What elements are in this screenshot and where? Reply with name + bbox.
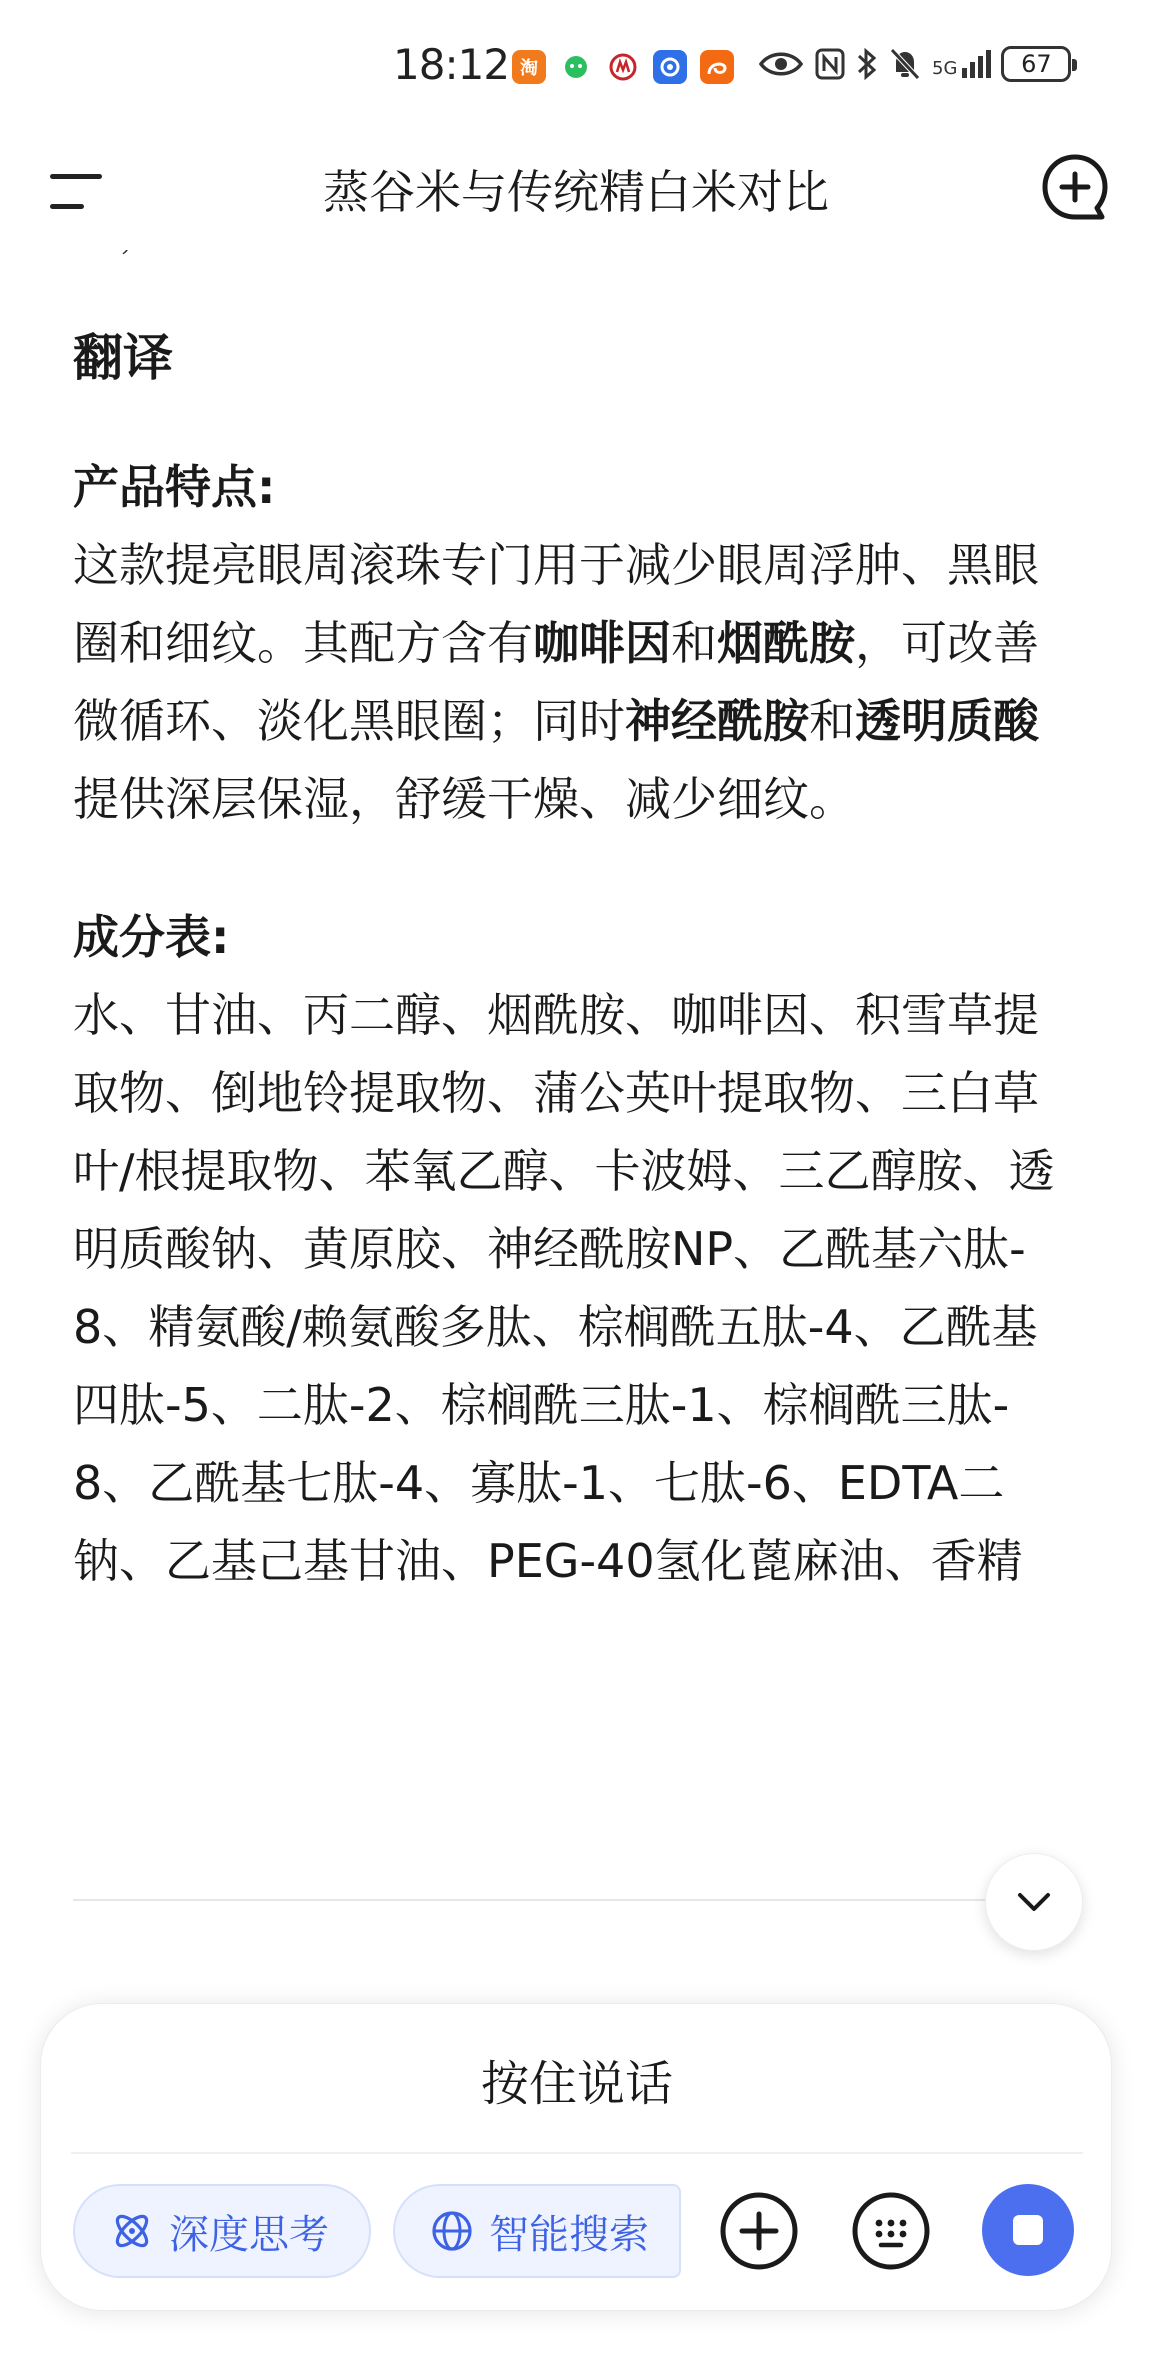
input-panel xyxy=(40,2003,1112,2311)
top-bar xyxy=(0,130,1152,250)
bluetooth-icon xyxy=(856,46,878,82)
eye-icon xyxy=(758,49,804,79)
ingredients-paragraph xyxy=(73,898,1083,1600)
bank-app-icon xyxy=(606,50,640,84)
nfc-icon xyxy=(814,47,846,81)
stop-icon xyxy=(1013,2215,1043,2245)
mute-bell-icon xyxy=(888,46,922,82)
features-bold-caffeine: 咖啡因 xyxy=(533,616,671,670)
chevron-down-icon xyxy=(1014,1890,1054,1914)
content-divider xyxy=(73,1899,988,1901)
smart-search-label: 智能搜索 xyxy=(489,2211,649,2258)
smart-search-toggle[interactable] xyxy=(393,2184,681,2278)
panel-divider xyxy=(71,2152,1083,2154)
shopping-app-icon xyxy=(700,50,734,84)
features-label: 产品特点: xyxy=(73,460,276,514)
page-title: 蒸谷米与传统精白米对比 xyxy=(323,165,829,219)
deep-think-toggle[interactable] xyxy=(73,2184,371,2278)
scroll-to-bottom-button[interactable] xyxy=(985,1853,1083,1951)
message-content xyxy=(73,220,1083,1660)
features-bold-hyaluronic-acid: 透明质酸 xyxy=(855,694,1039,748)
features-text-part: 提供深层保湿，舒缓干燥、减少细纹。 xyxy=(73,772,855,826)
taobao-app-icon: 淘 xyxy=(512,50,546,84)
system-icons xyxy=(758,46,1071,82)
ingredients-text: 水、甘油、丙二醇、烟酰胺、咖啡因、积雪草提取物、倒地铃提取物、蒲公英叶提取物、三白草叶/根提取物、苯氧乙醇、卡波姆、三乙醇胺、透明质酸钠、黄原胶、神经酰胺NP、乙酰基六肽-8、精氨酸/赖氨酸多肽、棕榈酰五肽-4、乙酰基四肽-5、二肽-2、棕榈酰三肽-1、棕榈酰三肽-8、乙酰基七肽-4、寡肽-1、七肽-6、EDTA二钠、乙基己基甘油、PEG-40氢化蓖麻油、香精 xyxy=(73,988,1055,1588)
features-text-part: 和 xyxy=(671,616,717,670)
features-text xyxy=(73,526,1083,838)
battery-level: 67 xyxy=(1021,50,1052,78)
signal-icon xyxy=(932,50,991,78)
stop-generation-button[interactable] xyxy=(982,2184,1074,2276)
new-chat-icon[interactable] xyxy=(1040,152,1110,222)
wechat-app-icon xyxy=(559,50,593,84)
globe-icon xyxy=(429,2208,475,2254)
section-title: 翻译 xyxy=(73,329,173,387)
deep-think-label: 深度思考 xyxy=(169,2211,329,2258)
features-bold-ceramide: 神经酰胺 xyxy=(625,694,809,748)
features-paragraph xyxy=(73,448,1083,838)
keyboard-icon[interactable] xyxy=(849,2189,933,2273)
hold-to-talk-button[interactable]: 按住说话 xyxy=(480,2055,673,2112)
battery-icon xyxy=(1001,46,1071,82)
map-app-icon xyxy=(653,50,687,84)
features-text-part: 和 xyxy=(809,694,855,748)
network-type: 5G xyxy=(932,58,958,79)
status-bar xyxy=(0,0,1152,130)
features-bold-niacinamide: 烟酰胺 xyxy=(717,616,855,670)
add-attachment-icon[interactable] xyxy=(717,2189,801,2273)
ingredients-label: 成分表: xyxy=(73,910,230,964)
status-time: 18:12 xyxy=(393,40,510,89)
features-text-part: ，可改善微循环、淡化黑眼圈；同时 xyxy=(73,616,1039,748)
notification-icons xyxy=(512,50,734,84)
features-text-part: 这款提亮眼周滚珠专门用于减少眼周浮肿、黑眼圈和细纹。其配方含有 xyxy=(73,538,1039,670)
atom-icon xyxy=(109,2208,155,2254)
